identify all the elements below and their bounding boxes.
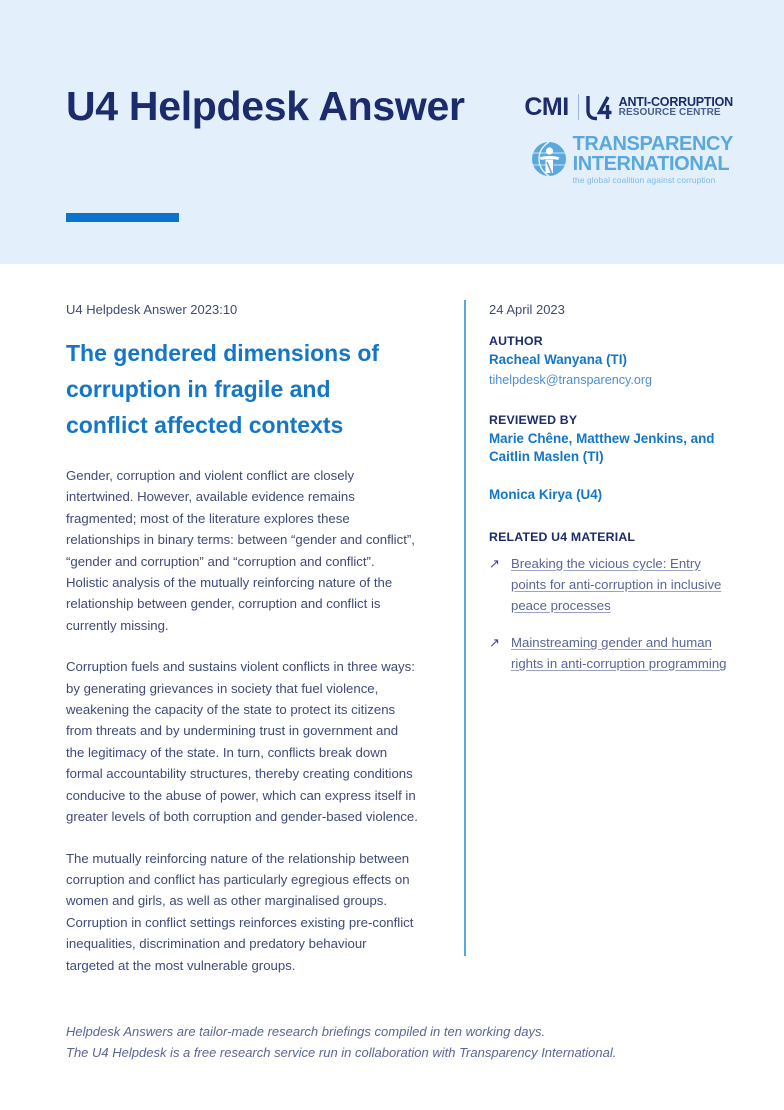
spacer (489, 504, 739, 530)
external-link-arrow-icon: ↗ (489, 556, 500, 571)
summary-paragraph-1: Gender, corruption and violent conflict are closely intertwined. However, available evidence remains fragmented; most of the literature explores these relationships in binary terms: between “gender and conflict”, “gender and corruption” and “corruption and conflict”. Holistic analysis of the mutually reinforcing nature of the relationship between gender, corruption and conflict is currently missing. (66, 468, 415, 633)
list-item[interactable] (489, 632, 739, 674)
logo-stack (523, 92, 733, 184)
ti-logo-tagline: the global coalition against corruption (572, 175, 716, 185)
u4-mark-icon (586, 94, 614, 121)
u4-logo-line1: ANTI-CORRUPTION (618, 94, 733, 109)
author-email-link[interactable]: tihelpdesk@transparency.org (489, 373, 653, 387)
author-label: AUTHOR (489, 334, 543, 348)
ti-logo-line1: TRANSPARENCY (572, 133, 733, 155)
title-accent-bar (66, 213, 179, 222)
list-item[interactable] (489, 553, 739, 616)
main-content-column (66, 302, 418, 996)
transparency-international-logo (523, 134, 733, 184)
column-divider (464, 300, 466, 956)
related-material-label: RELATED U4 MATERIAL (489, 530, 636, 544)
related-link-2[interactable]: Mainstreaming gender and human rights in anti-corruption programming (511, 635, 727, 671)
footer-line-1: Helpdesk Answers are tailor-made research briefings compiled in ten working days. (66, 1024, 546, 1039)
u4-logo-line2: RESOURCE CENTRE (618, 107, 721, 119)
reviewers-secondary: Monica Kirya (U4) (489, 487, 603, 502)
external-link-arrow-icon: ↗ (489, 635, 500, 650)
page-title: U4 Helpdesk Answer (66, 83, 465, 129)
spacer (489, 466, 739, 486)
cmi-u4-logo (523, 92, 733, 122)
reviewed-by-label: REVIEWED BY (489, 413, 578, 427)
logo-divider (578, 94, 579, 120)
ti-globe-icon (530, 140, 568, 178)
ti-logo-text (573, 134, 733, 184)
cmi-wordmark: CMI (524, 92, 569, 121)
related-material-list (489, 553, 739, 674)
document-title: The gendered dimensions of corruption in fragile and conflict affected contexts (66, 340, 380, 438)
document-reference: U4 Helpdesk Answer 2023:10 (66, 302, 238, 317)
related-link-1[interactable]: Breaking the vicious cycle: Entry points for anti-corruption in inclusive peace processes (511, 556, 722, 613)
footer (66, 1021, 726, 1063)
reviewers-primary: Marie Chêne, Matthew Jenkins, and Caitlin Maslen (TI) (489, 431, 715, 464)
footer-line-2: The U4 Helpdesk is a free research service run in collaboration with Transparency International. (66, 1045, 617, 1060)
summary-paragraph-2: Corruption fuels and sustains violent conflicts in three ways: by generating grievances in society that fuel violence, weakening the capacity of the state to protect its citizens from threats and by undermining trust in government and the legitimacy of the state. In turn, conflicts break down formal accountability structures, thereby creating conditions conducive to the abuse of power, which can express itself in greater levels of both corruption and gender-based violence. (66, 659, 418, 825)
publication-date: 24 April 2023 (489, 302, 565, 317)
ti-logo-line2: INTERNATIONAL (572, 153, 730, 175)
metadata-column (489, 302, 739, 690)
header-band (0, 0, 784, 264)
author-name: Racheal Wanyana (TI) (489, 352, 627, 367)
summary-paragraph-3: The mutually reinforcing nature of the relationship between corruption and conflict has particularly egregious effects on women and girls, as well as other marginalised groups. Corruption in conflict settings reinforces existing pre-conflict inequalities, discrimination and predatory behaviour targeted at the most vulnerable groups. (66, 850, 414, 973)
u4-logo-text (619, 96, 733, 119)
spacer (489, 387, 739, 413)
